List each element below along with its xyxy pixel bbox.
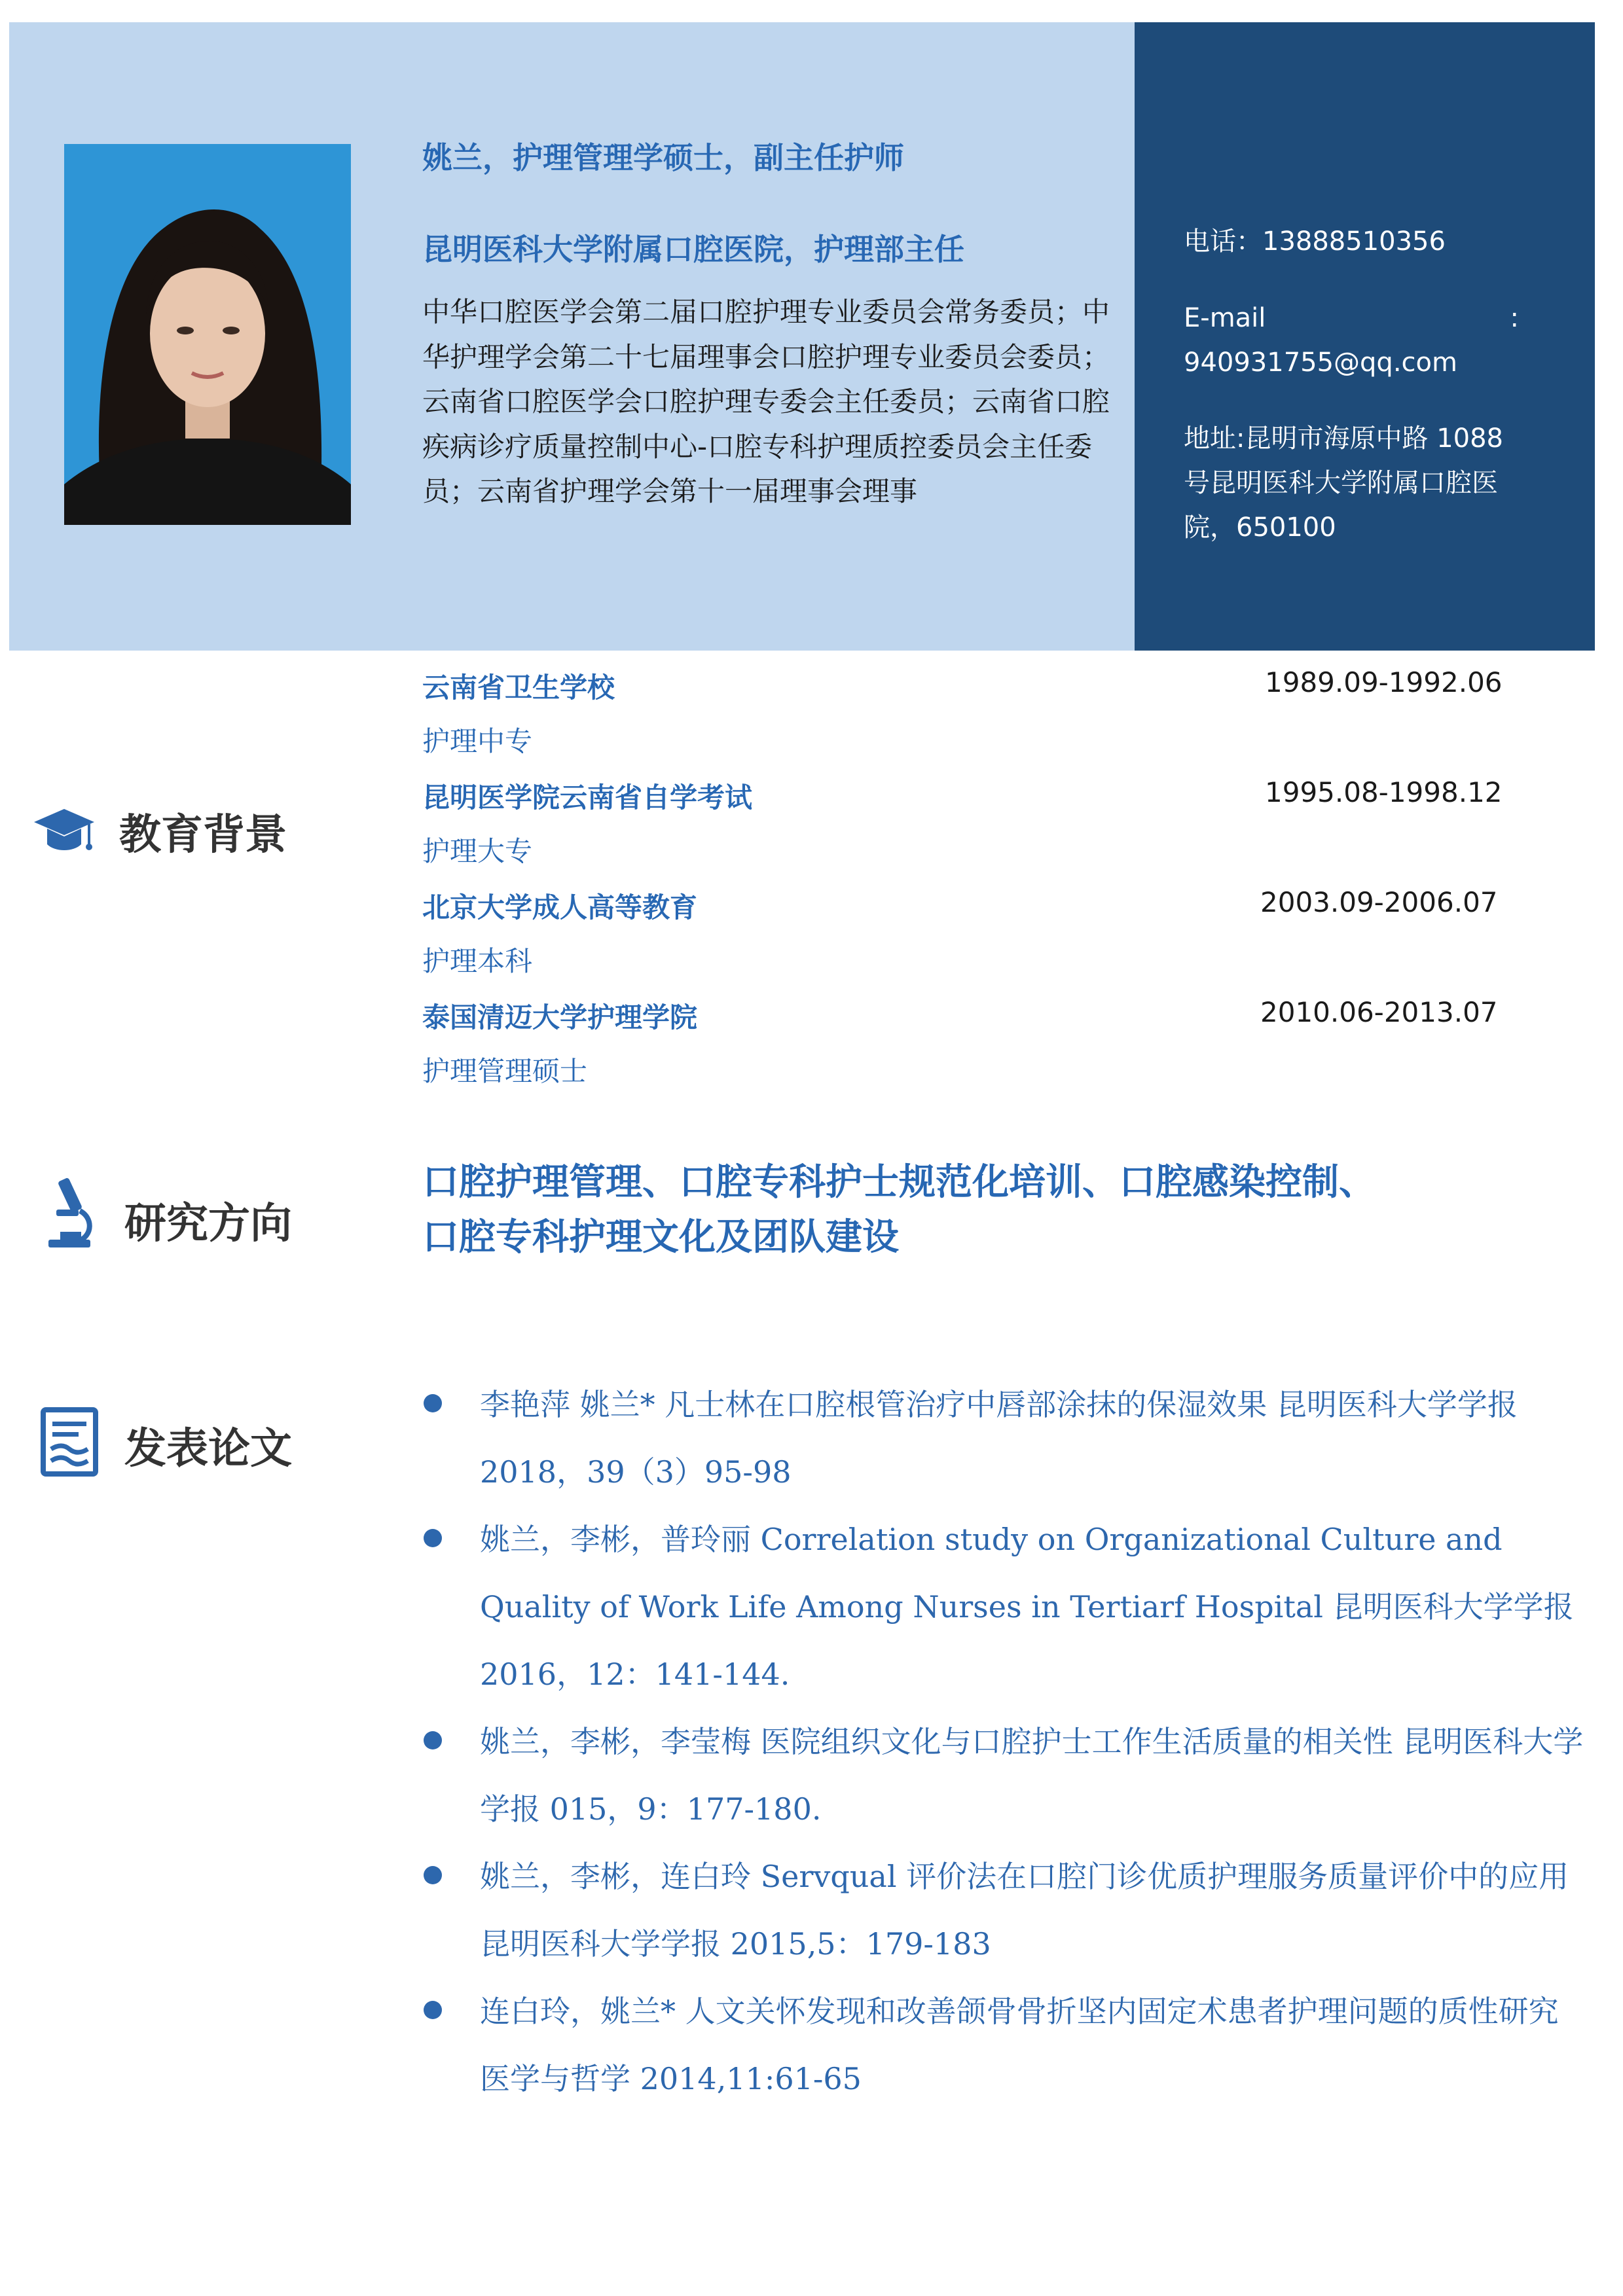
email-colon: : (1510, 303, 1519, 333)
graduation-cap-icon (33, 804, 96, 856)
edu-degree: 护理管理硕士 (422, 1055, 588, 1087)
email-value[interactable]: 940931755@qq.com (1184, 348, 1457, 378)
edu-date: 2003.09-2006.07 (1260, 886, 1498, 918)
bullet-icon (424, 2001, 442, 2019)
name-title: 姚兰，护理管理学硕士，副主任护师 (422, 140, 904, 175)
phone-text: 电话：13888510356 (1184, 226, 1446, 257)
email-label: E-mail (1184, 303, 1266, 333)
edu-school: 北京大学成人高等教育 (422, 891, 698, 924)
edu-school: 昆明医学院云南省自学考试 (422, 781, 753, 814)
research-line: 口腔专科护理文化及团队建设 (422, 1216, 899, 1259)
section-title-education: 教育背景 (119, 811, 287, 859)
profile-photo (64, 144, 351, 525)
bullet-icon (424, 1731, 442, 1749)
edu-degree: 护理中专 (422, 725, 533, 757)
research-text (422, 1155, 1535, 1265)
bullet-icon (424, 1394, 442, 1412)
microscope-icon (42, 1175, 97, 1253)
email-block (1184, 296, 1519, 385)
publication-list (422, 1371, 1594, 2113)
profile-description: 中华口腔医学会第二届口腔护理专业委员会常务委员；中华护理学会第二十七届理事会口腔护理专业委员会委员；云南省口腔医学会口腔护理专委会主任委员；云南省口腔疾病诊疗质量控制中心-口腔专科护理质控委员会主任委员；云南省护理学会第十一届理事会理事 (422, 296, 1110, 507)
position-title: 昆明医科大学附属口腔医院，护理部主任 (422, 232, 964, 267)
research-line: 口腔护理管理、口腔专科护士规范化培训、口腔感染控制、 (422, 1161, 1376, 1204)
publication-item: 姚兰，李彬，普玲丽 Correlation study on Organizational Culture and Quality of Work Life Among Nurses in Tertiarf Hospital 昆明医科大学学报 2016，12：141-144. (422, 1506, 1594, 1708)
edu-school: 泰国清迈大学护理学院 (422, 1001, 698, 1033)
section-title-publications: 发表论文 (124, 1425, 292, 1473)
publication-item: 姚兰，李彬，连白玲 Servqual 评价法在口腔门诊优质护理服务质量评价中的应用 昆明医科大学学报 2015,5：179-183 (422, 1843, 1594, 1978)
publication-item: 姚兰，李彬，李莹梅 医院组织文化与口腔护士工作生活质量的相关性 昆明医科大学学报 015，9：177-180. (422, 1708, 1594, 1843)
section-title-research: 研究方向 (124, 1200, 292, 1248)
document-icon (39, 1406, 100, 1478)
edu-degree: 护理大专 (422, 835, 533, 867)
edu-date: 1989.09-1992.06 (1265, 666, 1503, 698)
bullet-icon (424, 1866, 442, 1884)
publication-item: 连白玲，姚兰* 人文关怀发现和改善颌骨骨折坚内固定术患者护理问题的质性研究 医学与哲学 2014,11:61-65 (422, 1978, 1594, 2113)
edu-date: 2010.06-2013.07 (1260, 996, 1498, 1028)
edu-degree: 护理本科 (422, 945, 533, 977)
edu-school: 云南省卫生学校 (422, 672, 615, 704)
edu-date: 1995.08-1998.12 (1265, 776, 1503, 808)
bullet-icon (424, 1529, 442, 1547)
address-text: 地址:昆明市海原中路 1088 号昆明医科大学附属口腔医院，650100 (1184, 423, 1503, 543)
publication-item: 李艳萍 姚兰* 凡士林在口腔根管治疗中唇部涂抹的保湿效果 昆明医科大学学报 2018，39（3）95-98 (422, 1371, 1594, 1506)
